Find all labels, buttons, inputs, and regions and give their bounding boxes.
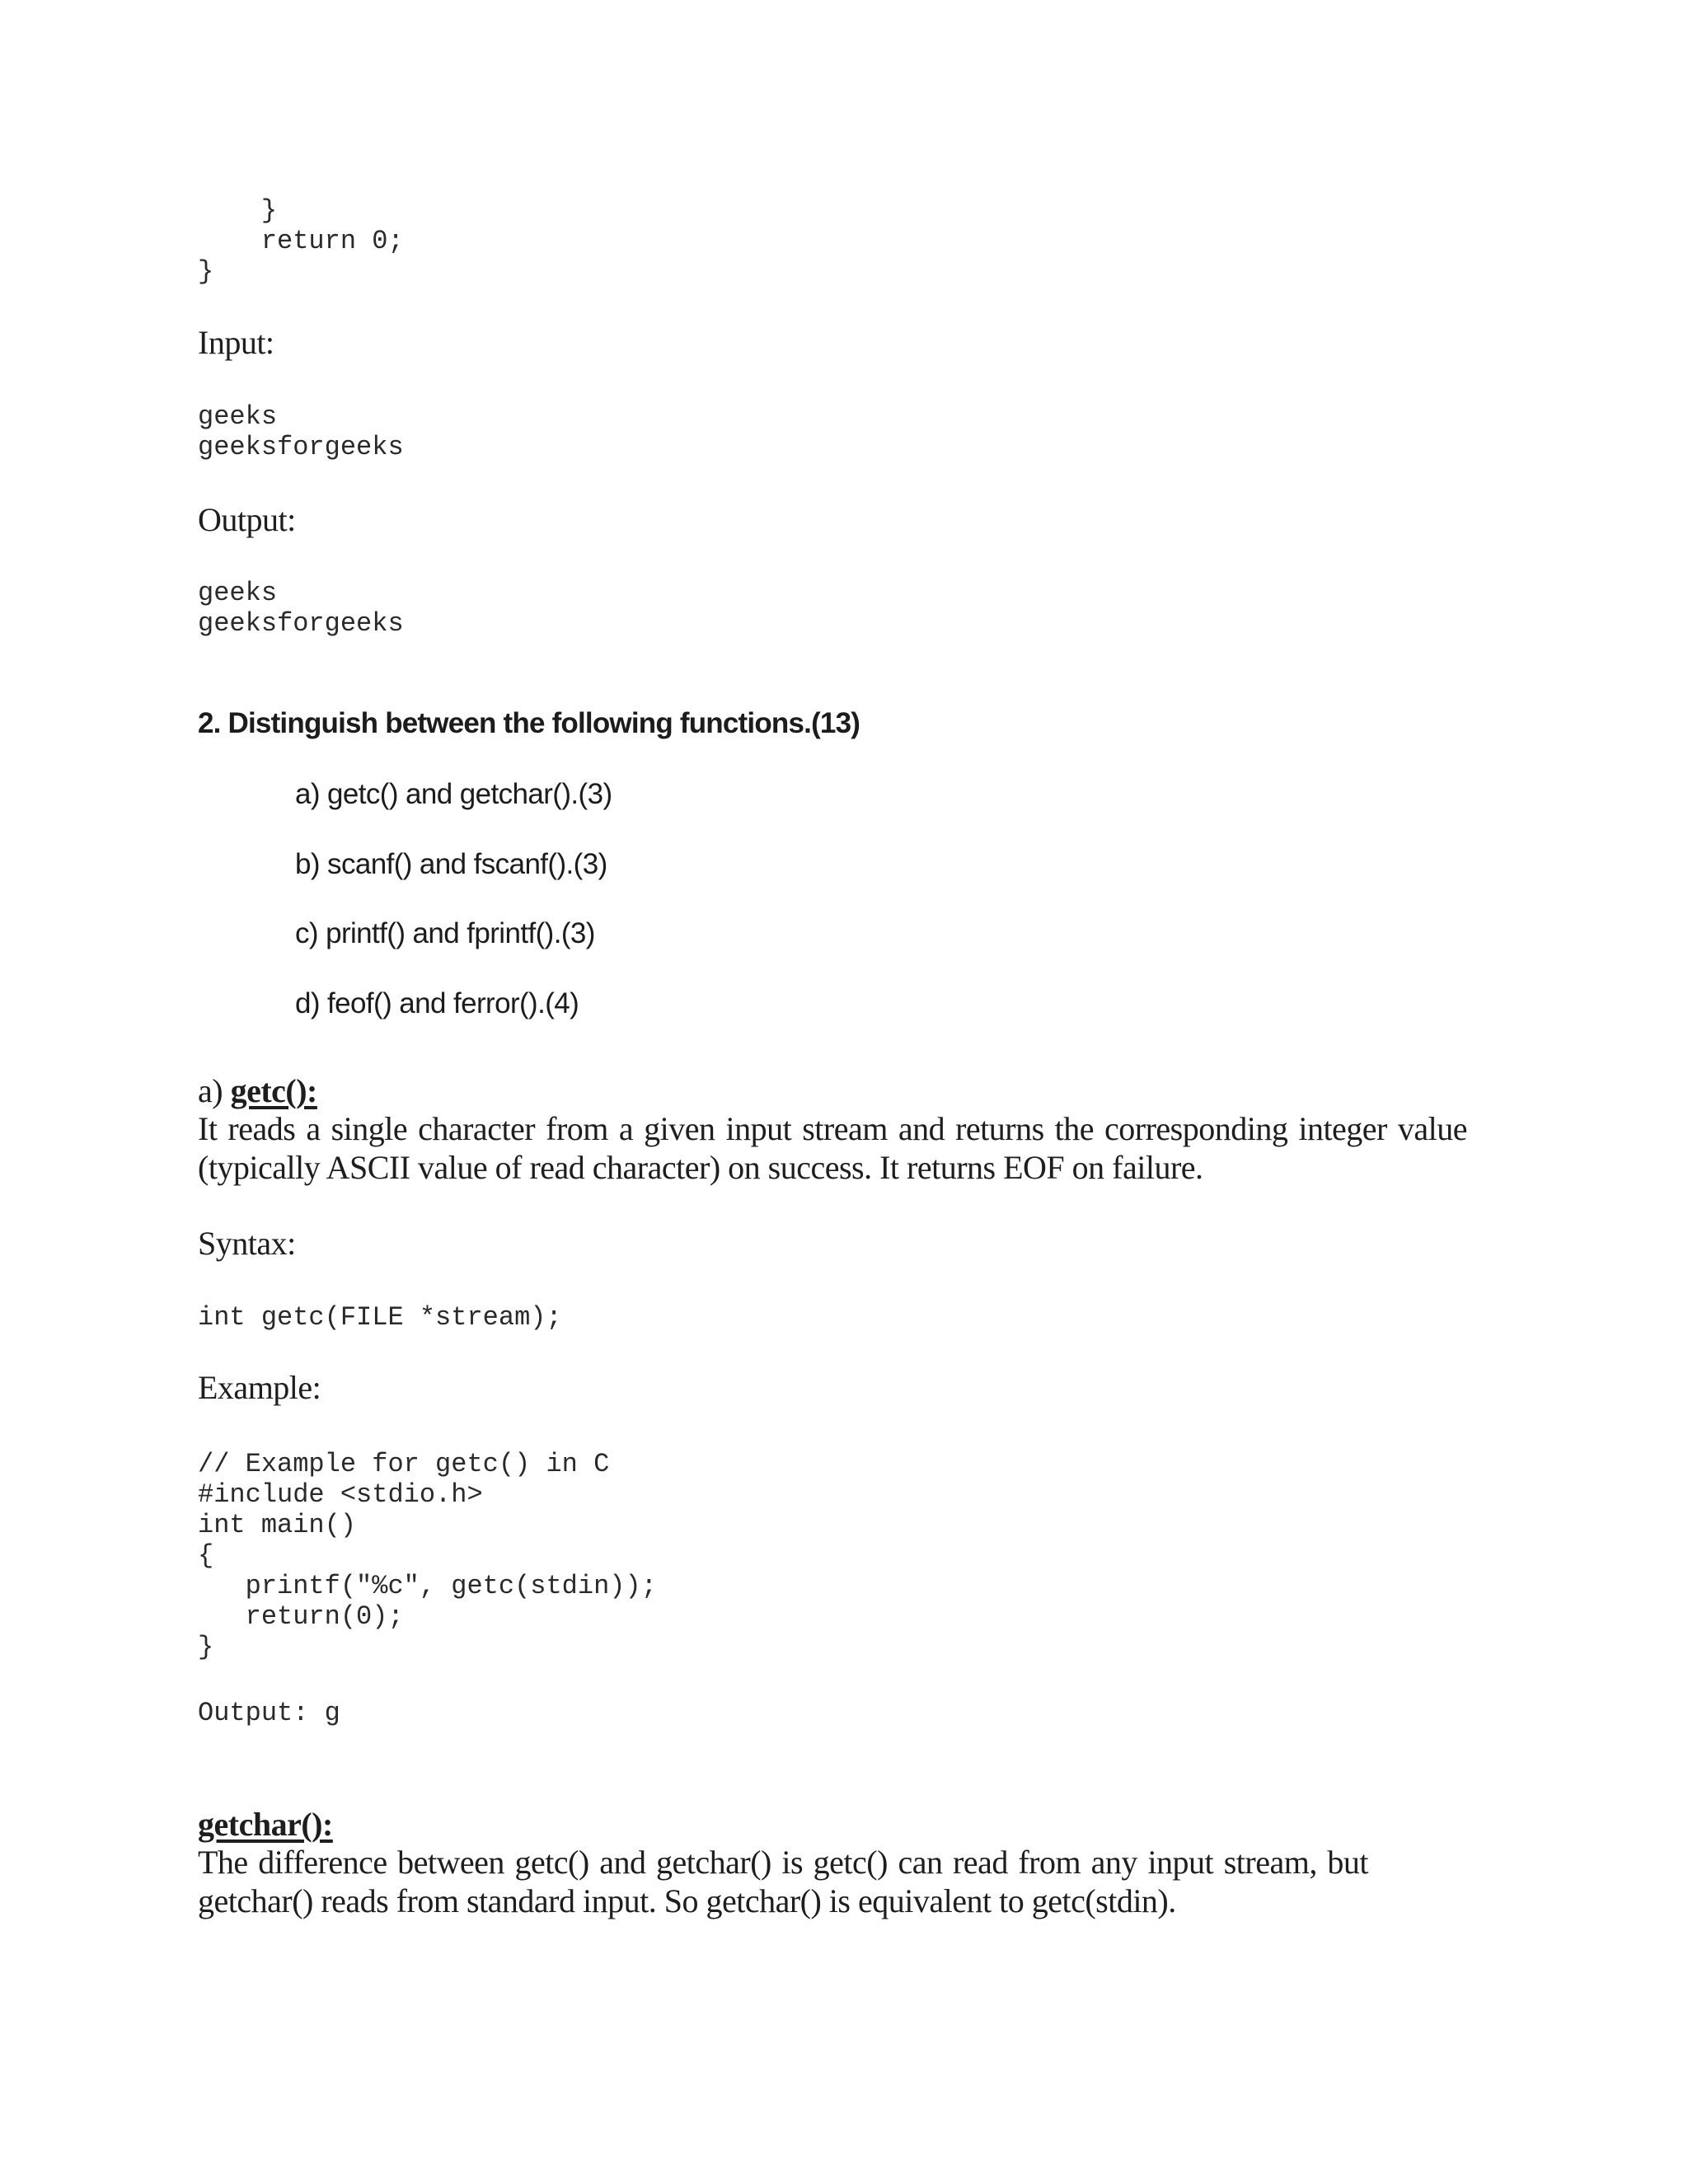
code-line: geeksforgeeks xyxy=(198,432,404,462)
code-line: return(0); xyxy=(198,1601,404,1632)
output-label: Output: xyxy=(198,501,296,538)
code-line: } xyxy=(198,1632,214,1662)
heading-text: getchar(): xyxy=(198,1806,333,1843)
code-line: // Example for getc() in C xyxy=(198,1449,610,1479)
code-line: } xyxy=(198,195,278,226)
input-label: Input: xyxy=(198,324,274,361)
question-title: 2. Distinguish between the following functions.(13) xyxy=(198,707,860,739)
code-line: geeks xyxy=(198,578,278,608)
code-line: { xyxy=(198,1540,214,1571)
code-line: printf("%c", getc(stdin)); xyxy=(198,1571,657,1601)
example-label: Example: xyxy=(198,1369,321,1406)
input-code-block xyxy=(198,401,404,462)
example-code-block xyxy=(198,1449,657,1662)
question-item-a: a) getc() and getchar().(3) xyxy=(295,778,612,810)
code-line: #include <stdio.h> xyxy=(198,1479,483,1510)
syntax-code: int getc(FILE *stream); xyxy=(198,1302,562,1333)
code-line: } xyxy=(198,256,214,287)
code-line: int main() xyxy=(198,1510,357,1540)
heading-prefix: a) xyxy=(198,1072,231,1109)
code-line: geeksforgeeks xyxy=(198,608,404,639)
code-block-tail xyxy=(198,195,404,287)
code-line: return 0; xyxy=(198,226,404,256)
heading-text: getc(): xyxy=(230,1072,317,1109)
output-code-block xyxy=(198,578,404,639)
example-output: Output: g xyxy=(198,1698,340,1728)
getchar-heading xyxy=(198,1805,333,1844)
getchar-description: The difference between getc() and getchar() is getc() can read from any input stream, but getchar() reads from standard input. So getchar() is equivalent to getc(stdin). xyxy=(198,1844,1368,1919)
code-line: geeks xyxy=(198,401,278,432)
getc-heading xyxy=(198,1071,317,1110)
getc-description: It reads a single character from a given input stream and returns the corresponding integer value (typically ASCII value of read character) on success. It returns EOF on failure. xyxy=(198,1110,1467,1186)
question-item-d: d) feof() and ferror().(4) xyxy=(295,987,579,1019)
question-item-c: c) printf() and fprintf().(3) xyxy=(295,917,595,949)
question-item-b: b) scanf() and fscanf().(3) xyxy=(295,848,607,880)
syntax-label: Syntax: xyxy=(198,1225,296,1262)
